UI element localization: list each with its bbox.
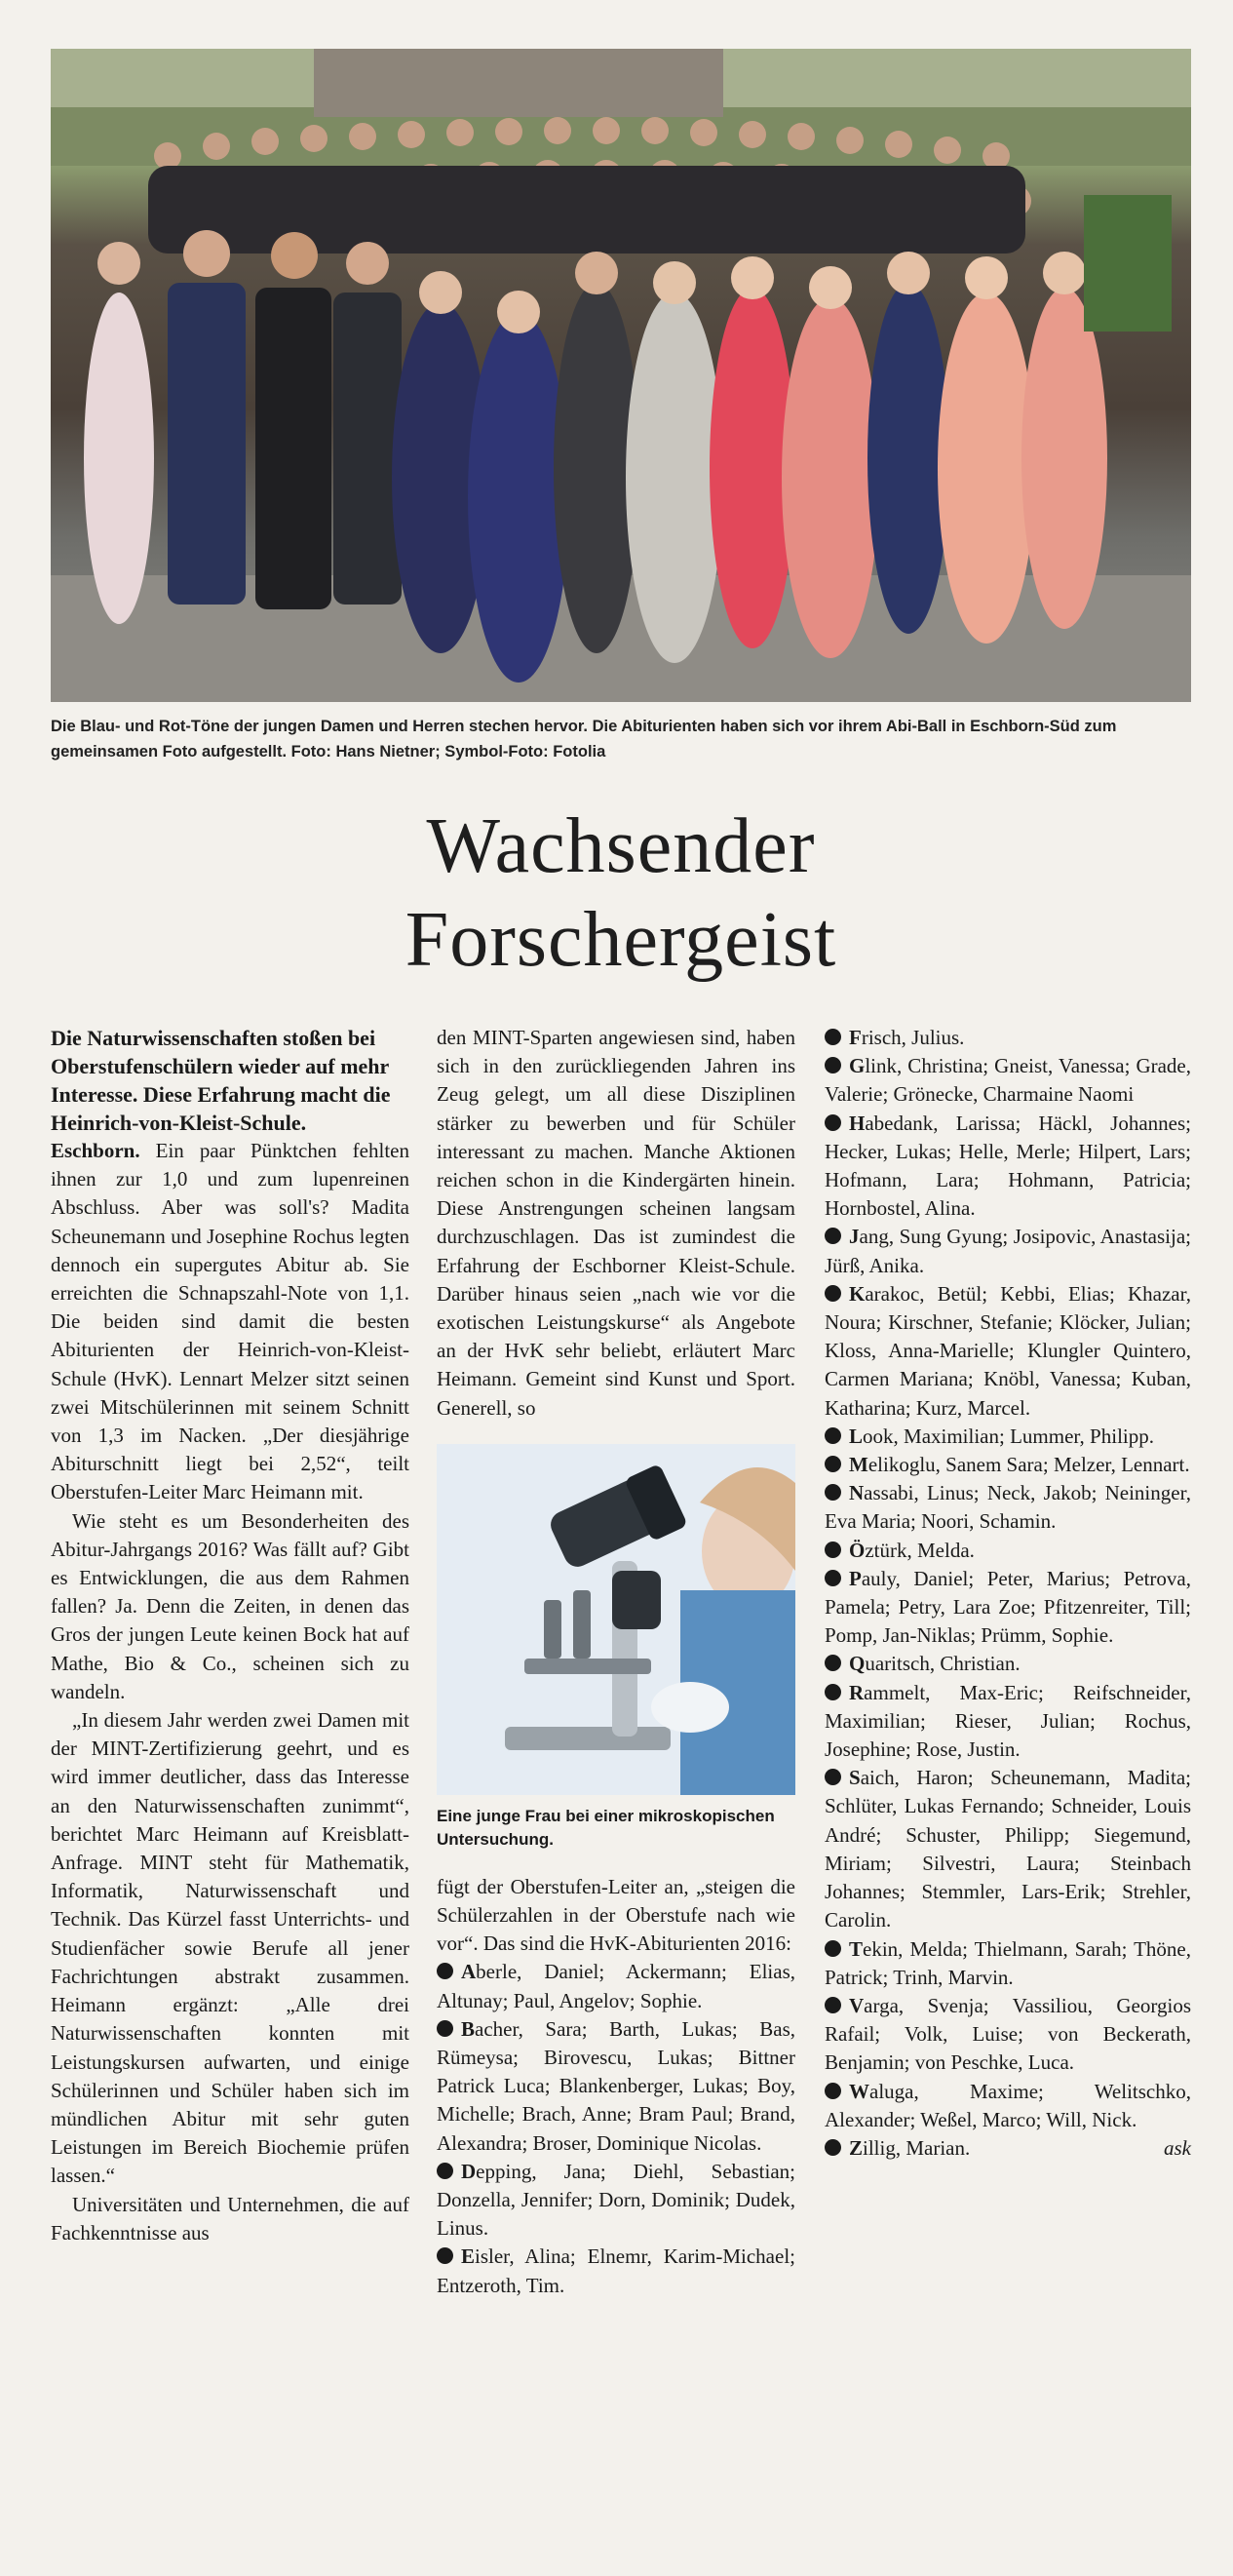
graduate-group bbox=[825, 1280, 1191, 1423]
graduate-group-initial: M bbox=[849, 1453, 868, 1477]
graduate-group bbox=[437, 2158, 795, 2244]
graduate-group-initial: F bbox=[849, 1026, 862, 1049]
graduate-group bbox=[437, 1958, 795, 2014]
bullet-icon bbox=[437, 1963, 453, 1979]
graduate-group-initial: J bbox=[849, 1225, 860, 1249]
headline-line-1: Wachsender bbox=[426, 803, 816, 889]
bullet-icon bbox=[825, 1997, 841, 2013]
headline bbox=[51, 800, 1191, 987]
article-column-3 bbox=[825, 1024, 1191, 2163]
bullet-icon bbox=[825, 1427, 841, 1444]
graduate-group bbox=[825, 1650, 1191, 1678]
graduate-names: abedank, Larissa; Häckl, Johannes; Hecker, Lukas; Helle, Merle; Hilpert, Lars; Hofmann, Lara; Hohmann, Patricia; Hornbostel, Alina. bbox=[825, 1111, 1191, 1221]
graduate-group-initial: V bbox=[849, 1993, 865, 2017]
graduate-group bbox=[825, 1537, 1191, 1565]
graduate-names: berle, Daniel; Ackermann; Elias, Altunay; Paul, Angelov; Sophie. bbox=[437, 1960, 795, 2012]
graduate-group-initial: B bbox=[461, 2016, 476, 2041]
paragraph-4: Universitäten und Unternehmen, die auf Fachkenntnisse aus bbox=[51, 2192, 409, 2244]
graduate-names: link, Christina; Gneist, Vanessa; Grade, Valerie; Grönecke, Charmaine Naomi bbox=[825, 1054, 1191, 1107]
graduate-names: auly, Daniel; Peter, Marius; Petrova, Pamela; Petry, Lara Zoe; Pfitzenreiter, Till; Pomp, Jan-Niklas; Prümm, Sophie. bbox=[825, 1566, 1191, 1648]
graduate-group-initial: Z bbox=[849, 2135, 864, 2160]
bullet-icon bbox=[437, 2163, 453, 2179]
graduate-group bbox=[825, 1935, 1191, 1992]
graduate-group bbox=[825, 2134, 1191, 2163]
graduate-names: arakoc, Betül; Kebbi, Elias; Khazar, Noura; Kirschner, Stefanie; Klöcker, Julian; Kloss, Anna-Marielle; Klungler Quintero, Carmen Mariana; Knöbl, Vanessa; Kuban, Katharina; Kurz, Marcel. bbox=[825, 1281, 1191, 1420]
graduate-group-initial: S bbox=[849, 1766, 861, 1790]
graduate-group-initial: E bbox=[461, 2244, 476, 2269]
graduate-group-initial: L bbox=[849, 1424, 864, 1448]
graduate-group-initial: N bbox=[849, 1481, 865, 1505]
bullet-icon bbox=[825, 2139, 841, 2156]
bullet-icon bbox=[825, 1684, 841, 1700]
bullet-icon bbox=[825, 1570, 841, 1586]
bullet-icon bbox=[437, 2020, 453, 2037]
graduate-names: ang, Sung Gyung; Josipovic, Anastasija; Jürß, Anika. bbox=[825, 1225, 1191, 1277]
graduate-group bbox=[825, 1024, 1191, 1052]
caption-text: Die Blau- und Rot-Töne der jungen Damen und Herren stechen hervor. Die Abiturienten haben sich vor ihrem Abi-Ball in Eschborn-Süd zum gemeinsamen Foto aufgestellt. bbox=[51, 718, 1117, 761]
graduate-group-initial: T bbox=[849, 1936, 864, 1961]
graduate-group-initial: G bbox=[849, 1054, 866, 1078]
bullet-icon bbox=[825, 1285, 841, 1302]
graduate-group bbox=[825, 1679, 1191, 1765]
graduates-list-a-e bbox=[437, 1958, 795, 2299]
photo-caption bbox=[51, 714, 1191, 764]
bullet-icon bbox=[825, 1114, 841, 1131]
bullet-icon bbox=[825, 1228, 841, 1244]
dateline: Eschborn. bbox=[51, 1139, 140, 1162]
bullet-icon bbox=[825, 2083, 841, 2099]
bullet-icon bbox=[825, 1655, 841, 1671]
graduate-group bbox=[825, 1052, 1191, 1109]
graduate-names: aluga, Maxime; Welitschko, Alexander; Weßel, Marco; Will, Nick. bbox=[825, 2079, 1191, 2131]
photo-credit: Foto: Hans Nietner; Symbol-Foto: Fotolia bbox=[290, 743, 606, 761]
graduate-names: ammelt, Max-Eric; Reifschneider, Maximilian; Rieser, Julian; Rochus, Josephine; Rose, Justin. bbox=[825, 1680, 1191, 1762]
graduate-group bbox=[825, 1110, 1191, 1224]
graduate-group-initial: Q bbox=[849, 1652, 866, 1676]
bullet-icon bbox=[825, 1542, 841, 1558]
graduate-group bbox=[825, 1992, 1191, 2078]
graduate-group-initial: A bbox=[461, 1960, 477, 1984]
graduate-group-initial: K bbox=[849, 1281, 866, 1306]
paragraph-3: „In diesem Jahr werden zwei Damen mit der MINT-Zertifizierung geehrt, und es wird immer deutlicher, dass das Interesse an den Naturwissenschaften zunimmt“, berichtet Marc Heimann auf Kreisblatt-Anfrage. MINT steht für Mathematik, Informatik, Naturwissenschaft und Technik. Das Kürzel fasst Unterrichts- und Studienfächer sowie Berufe all jener Fachrichtungen abstrakt zusammen. Heimann ergänzt: „Alle drei Naturwissenschaften konnten mit Leistungskursen aufwarten, und einige Schülerinnen und Schüler haben sich im mündlichen Abitur mit sehr guten Leistungen im Bereich Biochemie prüfen lassen.“ bbox=[51, 1708, 409, 2188]
bullet-icon bbox=[825, 1029, 841, 1045]
graduate-names: aich, Haron; Scheunemann, Madita; Schlüter, Lukas Fernando; Schneider, Louis André; Schuster, Philipp; Siegemund, Miriam; Silvestri, Laura; Steinbach Johannes; Stemmler, Lars-Erik; Strehler, Carolin. bbox=[825, 1766, 1191, 1932]
paragraph-1 bbox=[51, 1137, 409, 1507]
graduate-group bbox=[825, 1223, 1191, 1279]
graduate-names: assabi, Linus; Neck, Jakob; Neininger, Eva Maria; Noori, Schamin. bbox=[825, 1481, 1191, 1534]
graduate-group bbox=[825, 1565, 1191, 1651]
graduate-group-initial: R bbox=[849, 1680, 865, 1704]
graduate-group bbox=[825, 1764, 1191, 1934]
graduate-group-initial: P bbox=[849, 1566, 862, 1590]
graduate-names: ekin, Melda; Thielmann, Sarah; Thöne, Patrick; Trinh, Marvin. bbox=[825, 1936, 1191, 1989]
graduates-list-f-z bbox=[825, 1024, 1191, 2163]
graduate-group bbox=[825, 1451, 1191, 1479]
graduate-names: isler, Alina; Elnemr, Karim-Michael; Entzeroth, Tim. bbox=[437, 2244, 795, 2297]
bullet-icon bbox=[825, 1456, 841, 1472]
bullet-icon bbox=[825, 1769, 841, 1785]
author-initials: ask bbox=[1164, 2135, 1191, 2160]
paragraph-2: Wie steht es um Besonderheiten des Abitur-Jahrgangs 2016? Was fällt auf? Gibt es Entwicklungen, die aus dem Rahmen fallen? Ja. Denn die Zeiten, in denen das Gros der jungen Leute keinen Bock hat auf Mathe, Bio & Co., scheinen sich zu wandeln. bbox=[51, 1508, 409, 1703]
graduate-group-initial: W bbox=[849, 2079, 869, 2103]
bullet-icon bbox=[825, 1940, 841, 1957]
paragraph-6: fügt der Oberstufen-Leiter an, „steigen die Schülerzahlen in der Oberstufe nach wie vor“. Das sind die HvK-Abiturienten 2016: bbox=[437, 1874, 795, 1956]
microscope-photo bbox=[437, 1444, 795, 1795]
graduate-group-initial: H bbox=[849, 1111, 866, 1135]
lead-paragraph: Die Naturwissenschaften stoßen bei Oberstufenschülern wieder auf mehr Interesse. Diese Erfahrung macht die Heinrich-von-Kleist-Schule. bbox=[51, 1026, 391, 1135]
graduate-names: arga, Svenja; Vassiliou, Georgios Rafail; Volk, Luise; von Beckerath, Benjamin; von Peschke, Luca. bbox=[825, 1993, 1191, 2075]
bullet-icon bbox=[437, 2247, 453, 2264]
graduate-names: epping, Jana; Diehl, Sebastian; Donzella, Jennifer; Dorn, Dominik; Dudek, Linus. bbox=[437, 2159, 795, 2241]
graduate-names: ztürk, Melda. bbox=[865, 1538, 975, 1562]
article-column-1 bbox=[51, 1024, 409, 2247]
graduate-group bbox=[825, 2078, 1191, 2134]
graduate-names: elikoglu, Sanem Sara; Melzer, Lennart. bbox=[867, 1453, 1190, 1477]
graduate-names: ook, Maximilian; Lummer, Philipp. bbox=[863, 1424, 1154, 1448]
graduate-names: illig, Marian. bbox=[863, 2135, 971, 2160]
graduate-group-initial: Ö bbox=[849, 1538, 866, 1562]
paragraph-1-text: Ein paar Pünktchen fehlten ihnen zur 1,0 und zum lupenreinen Abschluss. Aber was soll's? Madita Scheunemann und Josephine Rochus legten dennoch ein supergutes Abitur ab. Sie erreichten die Schnapszahl-Note von 1,1. Die beiden sind damit die besten Abiturienten der Heinrich-von-Kleist-Schule (HvK). Lennart Melzer sitzt seinen zwei Mitschülerinnen mit seinem Schnitt von 1,3 im Nacken. „Der diesjährige Abiturschnitt liegt bei 2,52“, teilt Oberstufen-Leiter Marc Heimann mit. bbox=[51, 1139, 409, 1504]
headline-line-2: Forschergeist bbox=[405, 897, 837, 983]
article-column-2 bbox=[437, 1024, 795, 2300]
bullet-icon bbox=[825, 1484, 841, 1501]
graduate-group bbox=[437, 2243, 795, 2299]
microscope-caption: Eine junge Frau bei einer mikroskopischen Untersuchung. bbox=[437, 1806, 775, 1849]
bullet-icon bbox=[825, 1057, 841, 1073]
group-photo bbox=[51, 49, 1191, 702]
graduate-group bbox=[825, 1479, 1191, 1536]
graduate-names: risch, Julius. bbox=[861, 1026, 965, 1049]
graduate-names: uaritsch, Christian. bbox=[865, 1652, 1021, 1676]
graduate-names: acher, Sara; Barth, Lukas; Bas, Rümeysa; Birovescu, Lukas; Bittner Patrick Luca; Blankenberger, Lukas; Boy, Michelle; Brach, Anne; Bram Paul; Brand, Alexandra; Broser, Dominique Nicolas. bbox=[437, 2016, 795, 2155]
graduate-group bbox=[437, 2015, 795, 2158]
graduate-group bbox=[825, 1423, 1191, 1451]
graduate-group-initial: D bbox=[461, 2159, 477, 2183]
paragraph-5: den MINT-Sparten angewiesen sind, haben sich in den zurückliegenden Jahren ins Zeug gelegt, um all diese Disziplinen stärker zu bewerben und für Schüler interessant zu machen. Manche Aktionen reichen schon in die Kindergärten hinein. Diese Anstrengungen scheinen langsam durchzuschlagen. Das ist zumindest die Erfahrung der Eschborner Kleist-Schule. Darüber hinaus seien „nach wie vor die exotischen Leistungskurse“ als Angebote an der HvK sehr beliebt, erläutert Marc Heimann. Gemeint sind Kunst und Sport. Generell, so bbox=[437, 1026, 795, 1420]
